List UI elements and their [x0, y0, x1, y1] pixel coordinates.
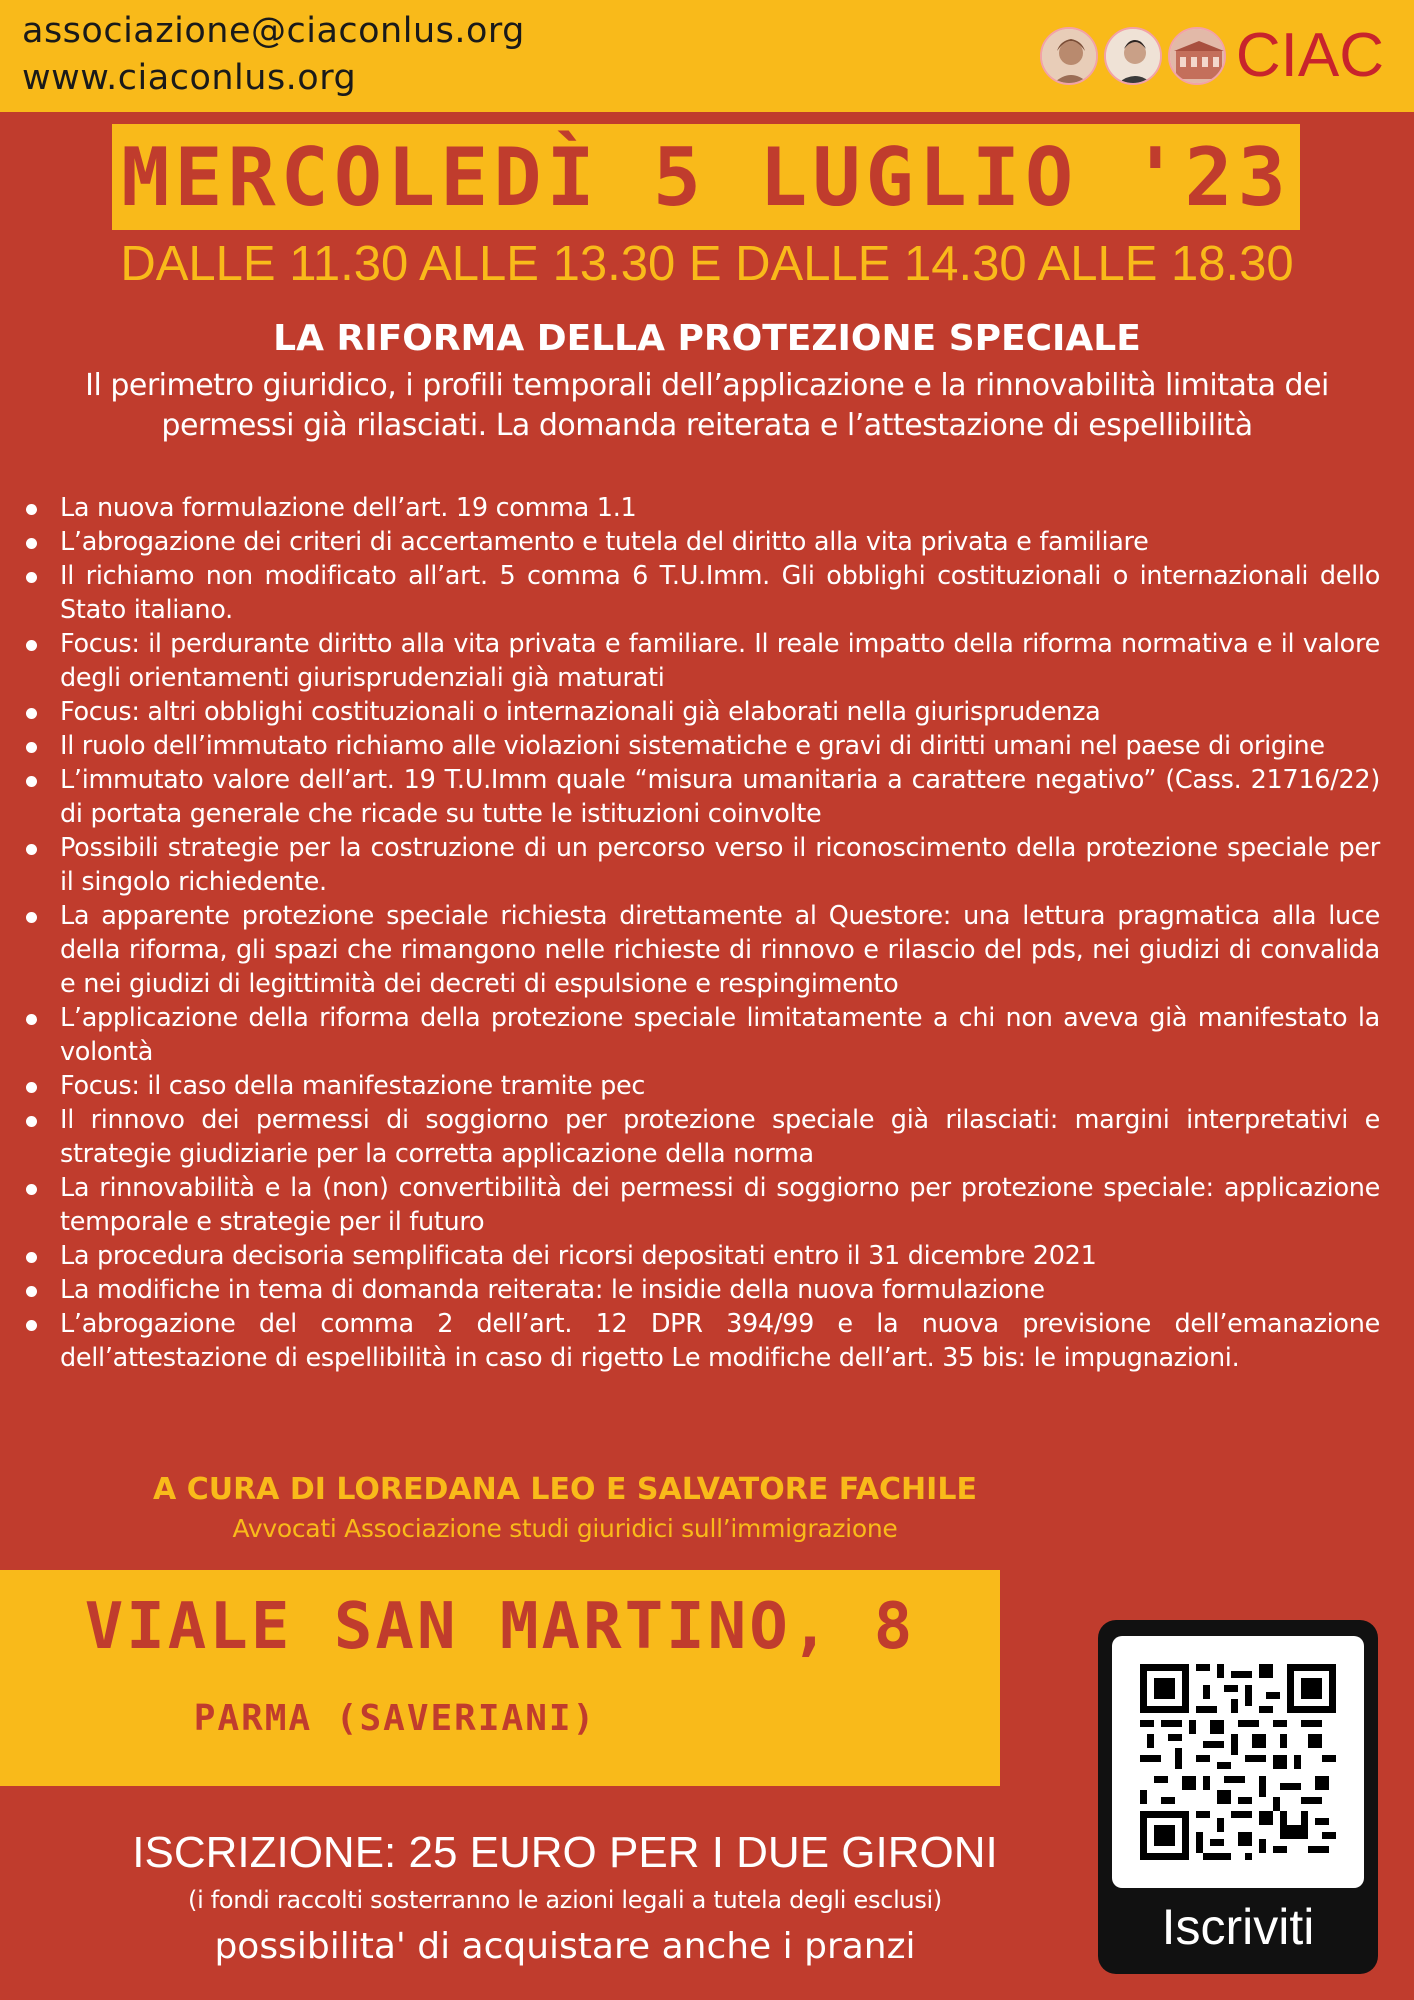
list-item: Il richiamo non modificato all’art. 5 comma 6 T.U.Imm. Gli obblighi costituzionali o internazionali dello Stato italiano. — [26, 559, 1380, 627]
venue-city: PARMA (SAVERIANI) — [193, 1698, 597, 1739]
event-hours: DALLE 11.30 ALLE 13.30 E DALLE 14.30 ALLE 18.30 — [120, 237, 1294, 291]
speakers-role: Avvocati Associazione studi giuridici sull’immigrazione — [232, 1514, 898, 1543]
event-title: LA RIFORMA DELLA PROTEZIONE SPECIALE — [273, 318, 1141, 359]
portrait-woman-icon — [1040, 27, 1098, 85]
list-item: La modifiche in tema di domanda reiterata: le insidie della nuova formulazione — [26, 1273, 1380, 1307]
qr-code-icon[interactable] — [1112, 1636, 1364, 1888]
list-item: Focus: il caso della manifestazione tramite pec — [26, 1069, 1380, 1103]
contact-info — [22, 8, 525, 102]
list-item: L’abrogazione dei criteri di accertamento e tutela del diritto alla vita privata e familiare — [26, 525, 1380, 559]
logo-text: CIAC — [1235, 21, 1384, 90]
list-item: La rinnovabilità e la (non) convertibilità dei permessi di soggiorno per protezione speciale: applicazione temporale e strategie per il futuro — [26, 1171, 1380, 1239]
portrait-man-icon — [1104, 27, 1162, 85]
list-item: La apparente protezione speciale richiesta direttamente al Questore: una lettura pragmatica alla luce della riforma, gli spazi che rimangono nelle richieste di rinnovo e rilascio del pds, nei giudizi di convalida e nei giudizi di legittimità dei decreti di espulsione e respingimento — [26, 899, 1380, 1001]
event-subtitle: Il perimetro giuridico, i profili temporali dell’applicazione e la rinnovabilità limitata dei permessi già rilasciati. La domanda reiterata e l’attestazione di espellibilità — [85, 368, 1329, 443]
building-icon — [1168, 27, 1226, 85]
website-link[interactable]: www.ciaconlus.org — [22, 58, 357, 98]
topic-list — [26, 491, 1380, 1375]
list-item: L’abrogazione del comma 2 dell’art. 12 DPR 394/99 e la nuova previsione dell’emanazione dell’attestazione di espellibilità in caso di rigetto Le modifiche dell’art. 35 bis: le impugnazioni. — [26, 1307, 1380, 1375]
list-item: La nuova formulazione dell’art. 19 comma 1.1 — [26, 491, 1380, 525]
register-button-label[interactable]: Iscriviti — [1161, 1899, 1315, 1955]
date-banner — [112, 124, 1300, 230]
registration-note: (i fondi raccolti sosterranno le azioni legali a tutela degli esclusi) — [188, 1886, 942, 1914]
list-item: La procedura decisoria semplificata dei ricorsi depositati entro il 31 dicembre 2021 — [26, 1239, 1380, 1273]
event-date: MERCOLEDÌ 5 LUGLIO '23 — [121, 130, 1291, 224]
venue-address: VIALE SAN MARTINO, 8 — [84, 1590, 916, 1664]
register-qr-card[interactable] — [1098, 1620, 1378, 1974]
list-item: Focus: il perdurante diritto alla vita privata e familiare. Il reale impatto della riforma normativa e il valore degli orientamenti giurisprudenziali già maturati — [26, 627, 1380, 695]
registration-fee: ISCRIZIONE: 25 EURO PER I DUE GIRONI — [132, 1828, 998, 1877]
list-item: Possibili strategie per la costruzione di un percorso verso il riconoscimento della protezione speciale per il singolo richiedente. — [26, 831, 1380, 899]
speakers-line: A CURA DI LOREDANA LEO E SALVATORE FACHILE — [153, 1472, 977, 1507]
list-item: Focus: altri obblighi costituzionali o internazionali già elaborati nella giurisprudenza — [26, 695, 1380, 729]
email-link[interactable]: associazione@ciaconlus.org — [22, 11, 525, 51]
list-item: L’immutato valore dell’art. 19 T.U.Imm quale “misura umanitaria a carattere negativo” (Cass. 21716/22) di portata generale che ricade su tutte le istituzioni coinvolte — [26, 763, 1380, 831]
list-item: L’applicazione della riforma della protezione speciale limitatamente a chi non aveva già manifestato la volontà — [26, 1001, 1380, 1069]
ciac-logo — [1040, 16, 1384, 96]
lunch-note: possibilita' di acquistare anche i pranzi — [214, 1926, 916, 1967]
list-item: Il ruolo dell’immutato richiamo alle violazioni sistematiche e gravi di diritti umani nel paese di origine — [26, 729, 1380, 763]
list-item: Il rinnovo dei permessi di soggiorno per protezione speciale già rilasciati: margini interpretativi e strategie giudiziarie per la corretta applicazione della norma — [26, 1103, 1380, 1171]
